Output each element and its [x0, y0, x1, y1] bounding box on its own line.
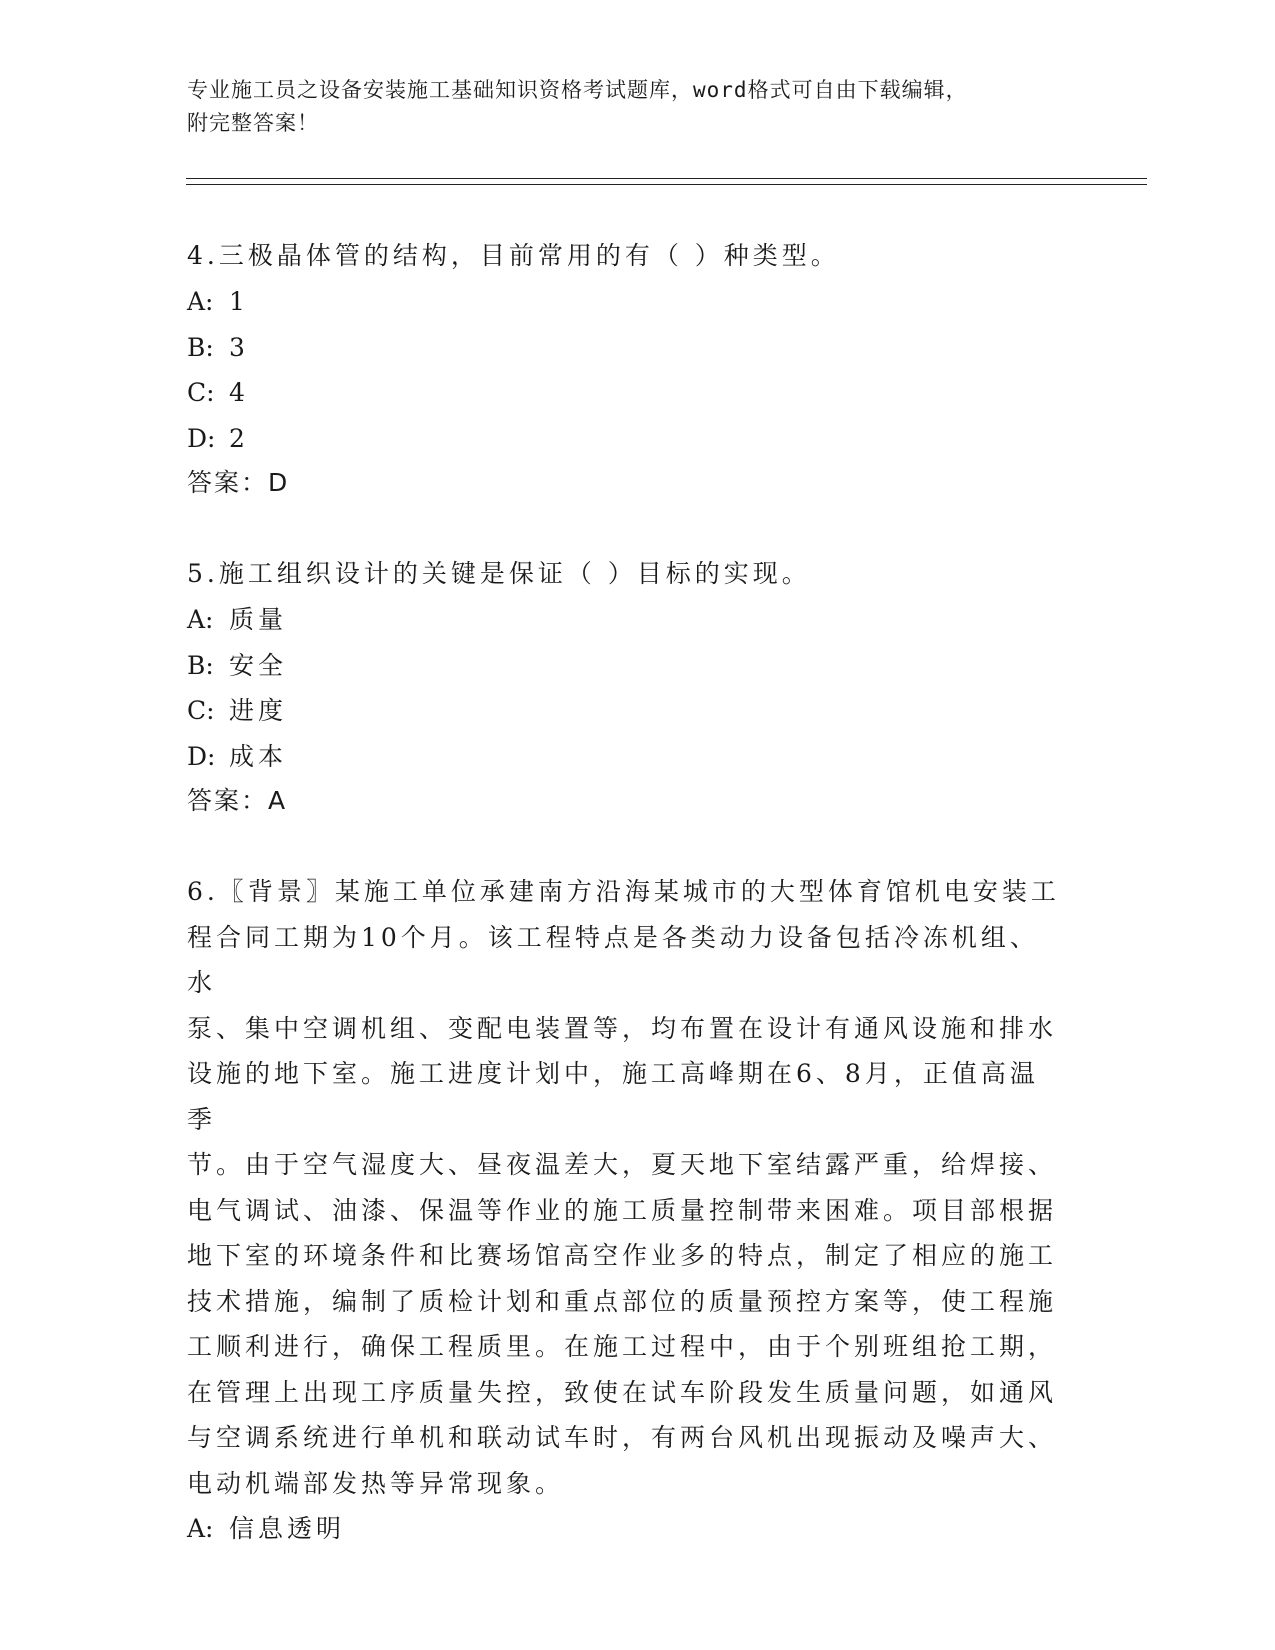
question-stem-line: 节。由于空气湿度大、昼夜温差大，夏天地下室结露严重，给焊接、	[187, 1150, 1058, 1179]
option-d: D: 2	[187, 423, 249, 453]
question-stem-line: 电动机端部发热等异常现象。	[187, 1468, 565, 1498]
question-stem-line: 电气调试、油漆、保温等作业的施工质量控制带来困难。项目部根据	[187, 1195, 1058, 1225]
answer-line: 答案：A	[187, 786, 288, 815]
question-stem-line: 地下室的环境条件和比赛场馆高空作业多的特点，制定了相应的施工	[187, 1241, 1058, 1270]
option-a: A: 1	[187, 287, 249, 316]
question-stem-line: 工顺利进行，确保工程质里。在施工过程中，由于个别班组抢工期，	[187, 1332, 1058, 1361]
option-c: C: 进度	[187, 696, 288, 725]
header-divider-top	[186, 178, 1147, 179]
option-b: B: 安全	[187, 650, 288, 680]
question-5	[187, 551, 1067, 823]
document-header	[187, 74, 1067, 140]
header-line-2: 附完整答案！	[187, 111, 319, 135]
question-stem: 4.三极晶体管的结构，目前常用的有（ ）种类型。	[187, 241, 840, 270]
question-stem-line: 与空调系统进行单机和联动试车时，有两台风机出现振动及噪声大、	[187, 1423, 1058, 1452]
question-stem-line: 在管理上出现工序质量失控，致使在试车阶段发生质量问题，如通风	[187, 1377, 1058, 1407]
question-stem-line: 技术措施，编制了质检计划和重点部位的质量预控方案等，使工程施	[187, 1286, 1058, 1316]
option-a: A: 信息透明	[187, 1514, 346, 1543]
header-line-1: 专业施工员之设备安装施工基础知识资格考试题库，word格式可自由下载编辑，	[187, 78, 968, 102]
option-d: D: 成本	[187, 741, 288, 771]
question-stem-line: 泵、集中空调机组、变配电装置等，均布置在设计有通风设施和排水	[187, 1013, 1058, 1043]
question-stem-line: 程合同工期为10个月。该工程特点是各类动力设备包括冷冻机组、水	[187, 922, 1039, 997]
question-stem: 5.施工组织设计的关键是保证（ ）目标的实现。	[187, 559, 811, 588]
option-a: A: 质量	[187, 605, 288, 634]
question-4	[187, 233, 1067, 505]
question-stem-line: 设施的地下室。施工进度计划中，施工高峰期在6、8月，正值高温季	[187, 1059, 1039, 1134]
header-divider-bottom	[186, 184, 1147, 185]
answer-line: 答案：D	[187, 468, 290, 497]
option-b: B: 3	[187, 332, 249, 362]
option-c: C: 4	[187, 378, 249, 407]
question-6	[187, 869, 1067, 1552]
question-stem-line: 6.〖背景〗某施工单位承建南方沿海某城市的大型体育馆机电安装工	[187, 877, 1060, 906]
